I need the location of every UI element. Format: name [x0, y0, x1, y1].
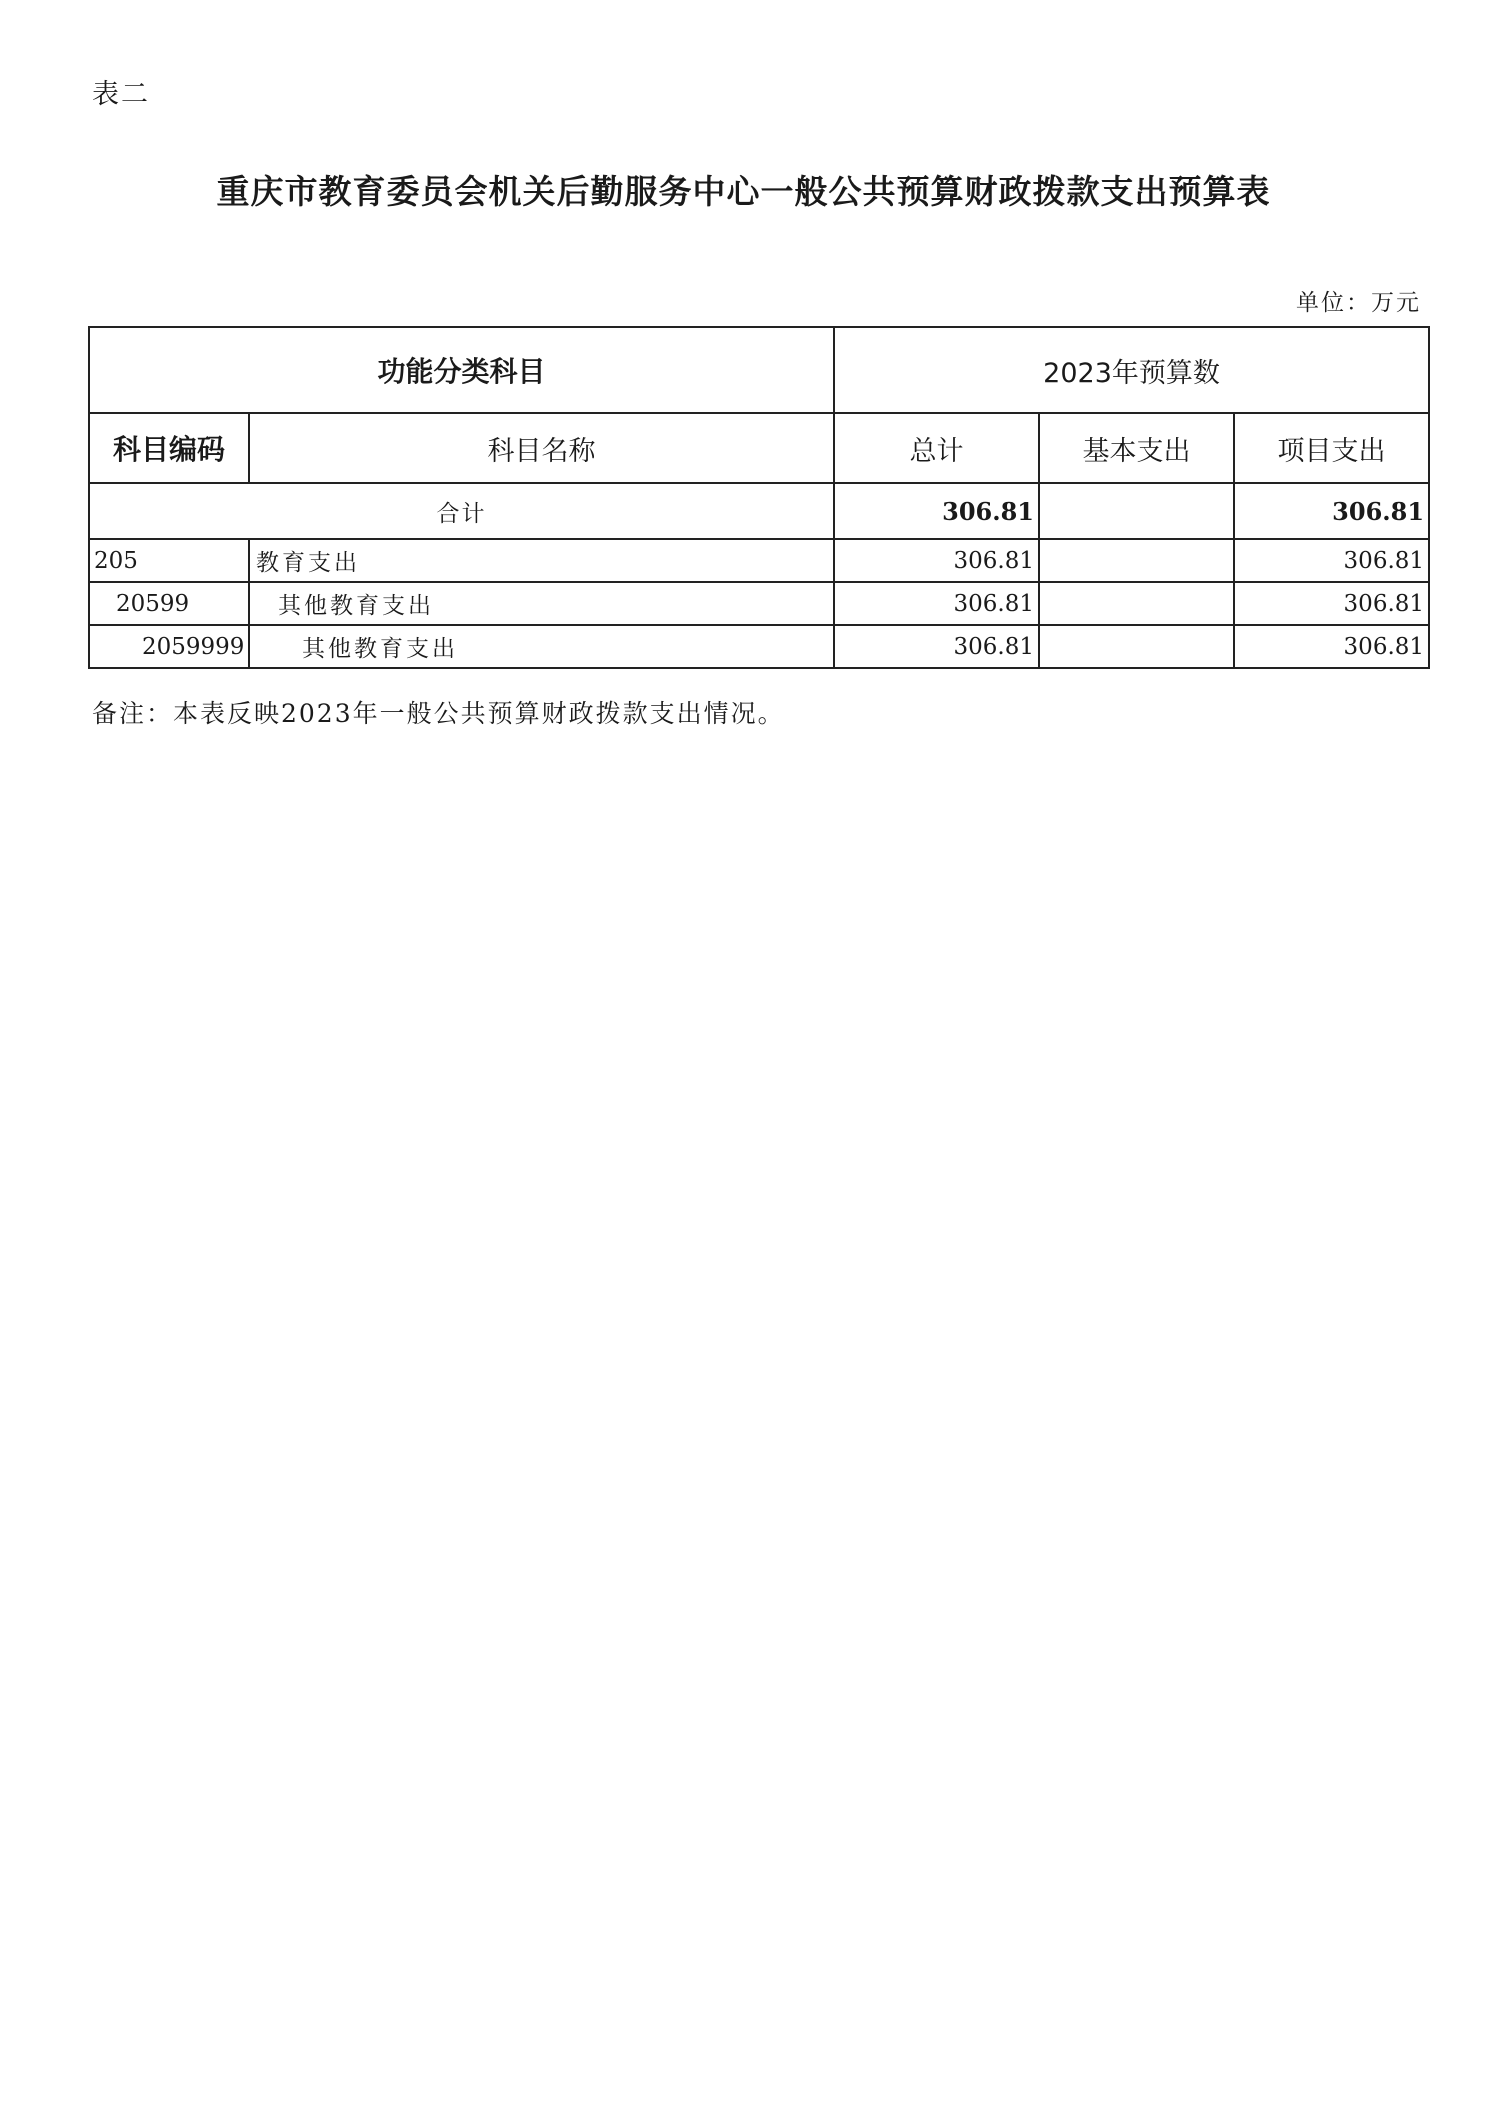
table-note: 备注：本表反映2023年一般公共预算财政拨款支出情况。 [92, 699, 785, 728]
row-name: 其他教育支出 [249, 582, 834, 625]
header-subject-code: 科目编码 [89, 413, 249, 483]
header-basic-expenditure: 基本支出 [1039, 413, 1234, 483]
page-title: 重庆市教育委员会机关后勤服务中心一般公共预算财政拨款支出预算表 [216, 172, 1271, 211]
total-row-project: 306.81 [1234, 483, 1429, 539]
total-row-total: 306.81 [834, 483, 1039, 539]
row-code: 20599 [89, 582, 249, 625]
row-name: 其他教育支出 [249, 625, 834, 668]
table-column-header-row [89, 413, 1429, 483]
total-row-label: 合计 [89, 483, 834, 539]
table-row [89, 539, 1429, 582]
budget-table [88, 326, 1430, 669]
page-label: 表二 [92, 79, 150, 110]
header-budget-2023: 2023年预算数 [834, 327, 1429, 413]
row-total: 306.81 [834, 539, 1039, 582]
row-code: 2059999 [89, 625, 249, 668]
row-basic [1039, 625, 1234, 668]
unit-label: 单位：万元 [1296, 290, 1421, 316]
row-basic [1039, 539, 1234, 582]
row-name: 教育支出 [249, 539, 834, 582]
table-total-row [89, 483, 1429, 539]
header-functional-classification: 功能分类科目 [89, 327, 834, 413]
header-project-expenditure: 项目支出 [1234, 413, 1429, 483]
table-row [89, 582, 1429, 625]
header-total: 总计 [834, 413, 1039, 483]
row-total: 306.81 [834, 582, 1039, 625]
header-subject-name: 科目名称 [249, 413, 834, 483]
row-project: 306.81 [1234, 582, 1429, 625]
table-group-header-row [89, 327, 1429, 413]
total-row-basic [1039, 483, 1234, 539]
row-project: 306.81 [1234, 539, 1429, 582]
row-code: 205 [89, 539, 249, 582]
row-project: 306.81 [1234, 625, 1429, 668]
row-total: 306.81 [834, 625, 1039, 668]
table-row [89, 625, 1429, 668]
row-basic [1039, 582, 1234, 625]
